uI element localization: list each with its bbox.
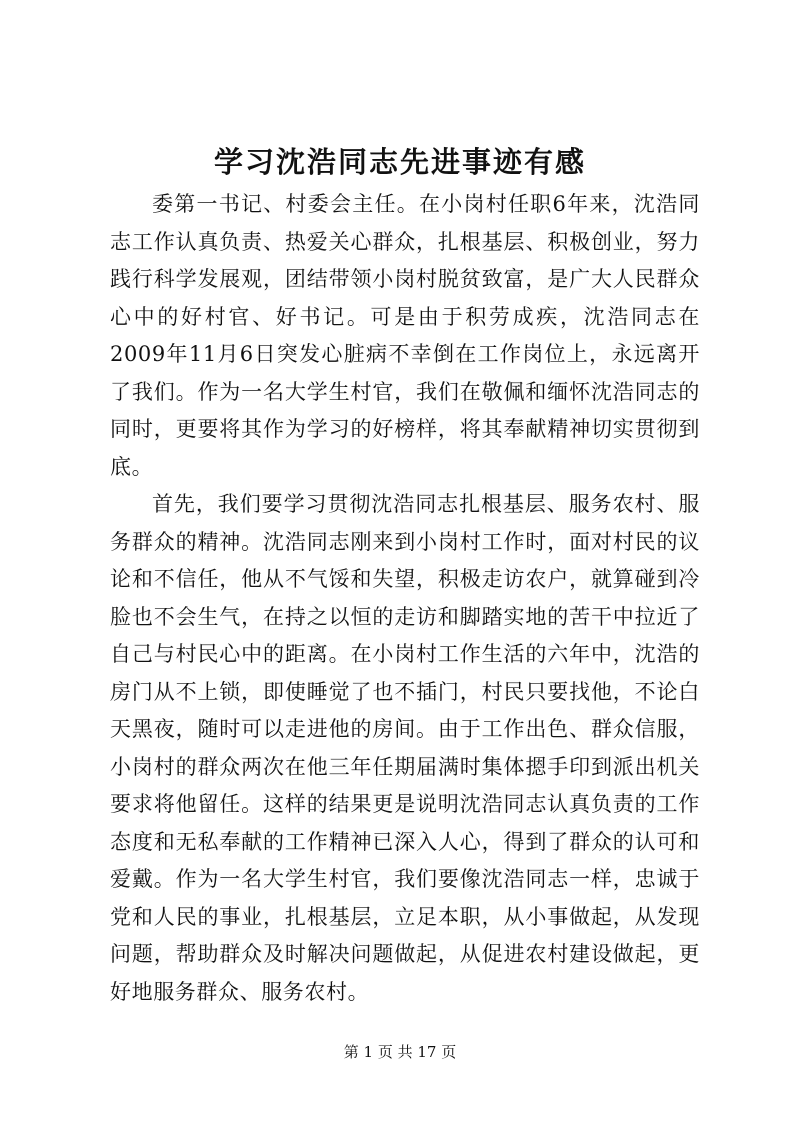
paragraph-1: 委第一书记、村委会主任。在小岗村任职6年来，沈浩同志工作认真负责、热爱关心群众，扎根基层、积极创业，努力践行科学发展观，团结带领小岗村脱贫致富，是广大人民群众心中的好村官、好书记。可是由于积劳成疾，沈浩同志在2009年11月6日突发心脏病不幸倒在工作岗位上，永远离开了我们。作为一名大学生村官，我们在敬佩和缅怀沈浩同志的同时，更要将其作为学习的好榜样，将其奉献精神切实贯彻到底。 [110,192,700,479]
body-text [110,186,700,1011]
page-title: 学习沈浩同志先进事迹有感 [213,145,586,179]
page-footer: 第 1 页 共 17 页 [343,1043,457,1061]
paragraph-2: 首先，我们要学习贯彻沈浩同志扎根基层、服务农村、服务群众的精神。沈浩同志刚来到小岗村工作时，面对村民的议论和不信任，他从不气馁和失望，积极走访农户，就算碰到冷脸也不会生气，在持之以恒的走访和脚踏实地的苦干中拉近了自己与村民心中的距离。在小岗村工作生活的六年中，沈浩的房门从不上锁，即使睡觉了也不插门，村民只要找他，不论白天黑夜，随时可以走进他的房间。由于工作出色、群众信服，小岗村的群众两次在他三年任期届满时集体摁手印到派出机关要求将他留任。这样的结果更是说明沈浩同志认真负责的工作态度和无私奉献的工作精神已深入人心，得到了群众的认可和爱戴。作为一名大学生村官，我们要像沈浩同志一样，忠诚于党和人民的事业，扎根基层，立足本职，从小事做起，从发现问题，帮助群众及时解决问题做起，从促进农村建设做起，更好地服务群众、服务农村。 [110,492,700,1004]
